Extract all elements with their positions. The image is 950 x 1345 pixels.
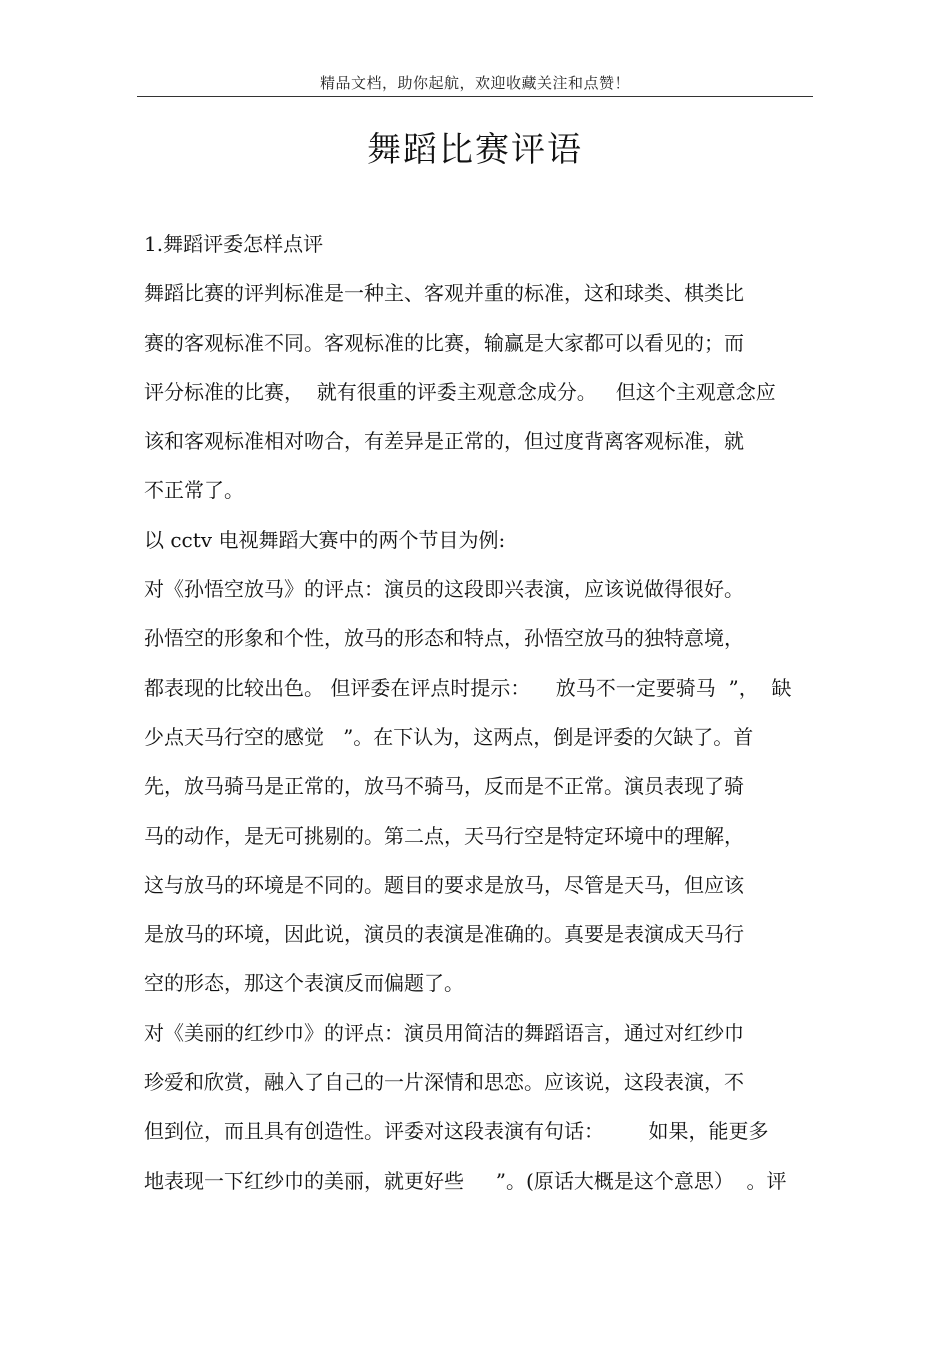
body-line: 孙悟空的形象和个性，放马的形态和特点，孙悟空放马的独特意境， xyxy=(144,626,744,651)
body-line: 1.舞蹈评委怎样点评 xyxy=(144,232,324,256)
body-line: 赛的客观标准不同。客观标准的比赛，输赢是大家都可以看见的；而 xyxy=(144,330,744,355)
document-title: 舞蹈比赛评语 xyxy=(367,130,583,170)
body-line: 该和客观标准相对吻合，有差异是正常的，但过度背离客观标准，就 xyxy=(144,429,744,454)
header-divider xyxy=(137,96,813,97)
body-line: 马的动作，是无可挑剔的。第二点，天马行空是特定环境中的理解， xyxy=(144,823,744,848)
body-line: 是放马的环境，因此说，演员的表演是准确的。真要是表演成天马行 xyxy=(144,922,744,947)
body-line: 先，放马骑马是正常的，放马不骑马，反而是不正常。演员表现了骑 xyxy=(144,774,744,799)
body-line: 对《美丽的红纱巾》的评点：演员用简洁的舞蹈语言，通过对红纱巾 xyxy=(144,1020,744,1045)
body-line: 不正常了。 xyxy=(144,478,244,503)
body-line: 空的形态，那这个表演反而偏题了。 xyxy=(144,971,464,996)
body-line: 少点天马行空的感觉 ”。在下认为，这两点，倒是评委的欠缺了。首 xyxy=(144,724,754,749)
body-line: 以 cctv 电视舞蹈大赛中的两个节目为例: xyxy=(144,527,506,552)
body-line: 这与放马的环境是不同的。题目的要求是放马，尽管是天马，但应该 xyxy=(144,872,744,897)
body-line: 都表现的比较出色。 但评委在评点时提示： 放马不一定要骑马 ”， 缺 xyxy=(144,675,792,700)
body-line: 珍爱和欣赏，融入了自己的一片深情和思恋。应该说，这段表演，不 xyxy=(144,1070,744,1095)
body-line: 评分标准的比赛， 就有很重的评委主观意念成分。 但这个主观意念应 xyxy=(144,379,776,404)
body-line: 地表现一下红纱巾的美丽，就更好些 ”。(原话大概是这个意思） 。评 xyxy=(144,1168,787,1193)
document-body xyxy=(144,228,814,1214)
body-line: 但到位，而且具有创造性。评委对这段表演有句话： 如果，能更多 xyxy=(144,1119,769,1144)
body-line: 舞蹈比赛的评判标准是一种主、客观并重的标准，这和球类、棋类比 xyxy=(144,281,744,306)
header-note: 精品文档，助你起航，欢迎收藏关注和点赞！ xyxy=(319,74,630,92)
body-line: 对《孙悟空放马》的评点：演员的这段即兴表演，应该说做得很好。 xyxy=(144,577,744,602)
